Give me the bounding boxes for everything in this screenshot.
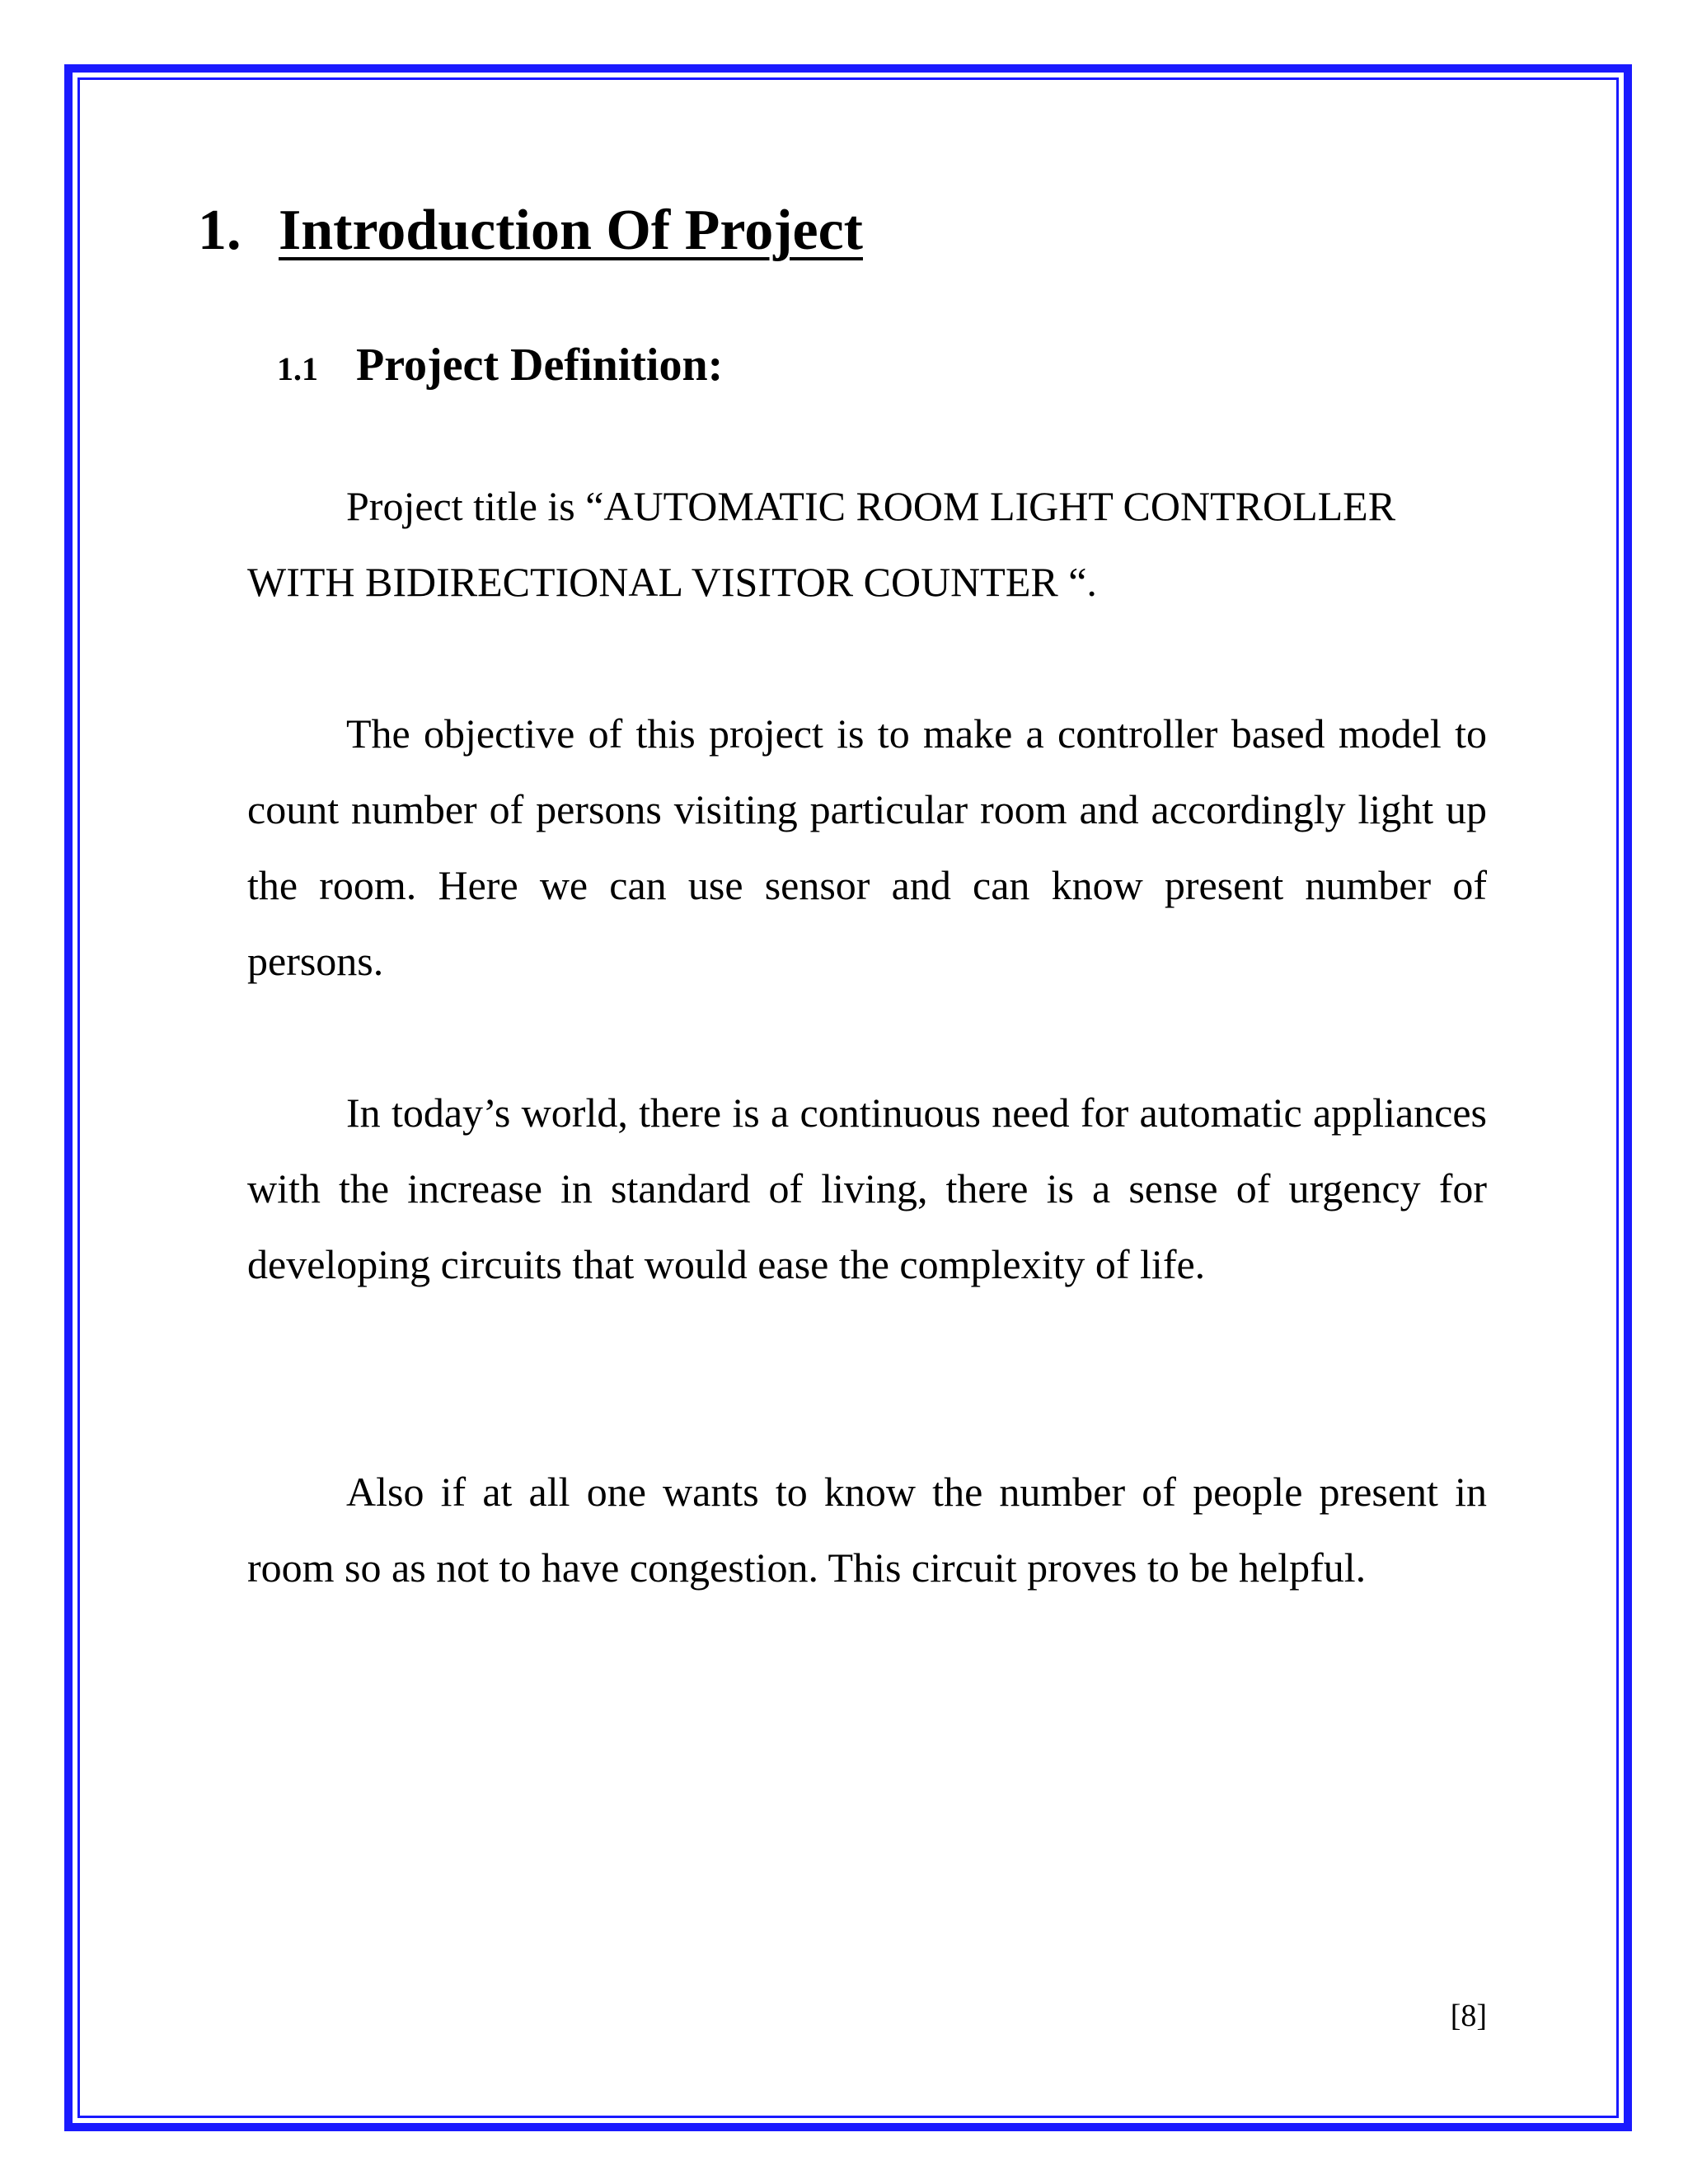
section-title: Introduction Of Project bbox=[279, 199, 863, 262]
subsection-number: 1.1 bbox=[277, 350, 318, 387]
paragraph-project-title: Project title is “AUTOMATIC ROOM LIGHT CONTROLLER WITH BIDIRECTIONAL VISITOR COUNTER “. bbox=[247, 483, 1396, 605]
paragraph-objective: The objective of this project is to make a controller based model to count number of persons visiting particular room and accordingly light up the room. Here we can use sensor and can know present number of persons. bbox=[247, 710, 1487, 984]
section-number: 1. bbox=[198, 199, 241, 262]
subsection-heading bbox=[277, 338, 723, 393]
paragraph-need: In today’s world, there is a continuous need for automatic appliances with the increase in standard of living, there is a sense of urgency for developing circuits that would ease the complexity of life. bbox=[247, 1090, 1487, 1287]
paragraph-helpful: Also if at all one wants to know the number of people present in room so as not to have congestion. This circuit proves to be helpful. bbox=[247, 1469, 1487, 1591]
section-heading bbox=[198, 196, 863, 265]
page-number: [8] bbox=[1450, 1999, 1487, 2033]
subsection-title: Project Definition: bbox=[356, 340, 724, 391]
